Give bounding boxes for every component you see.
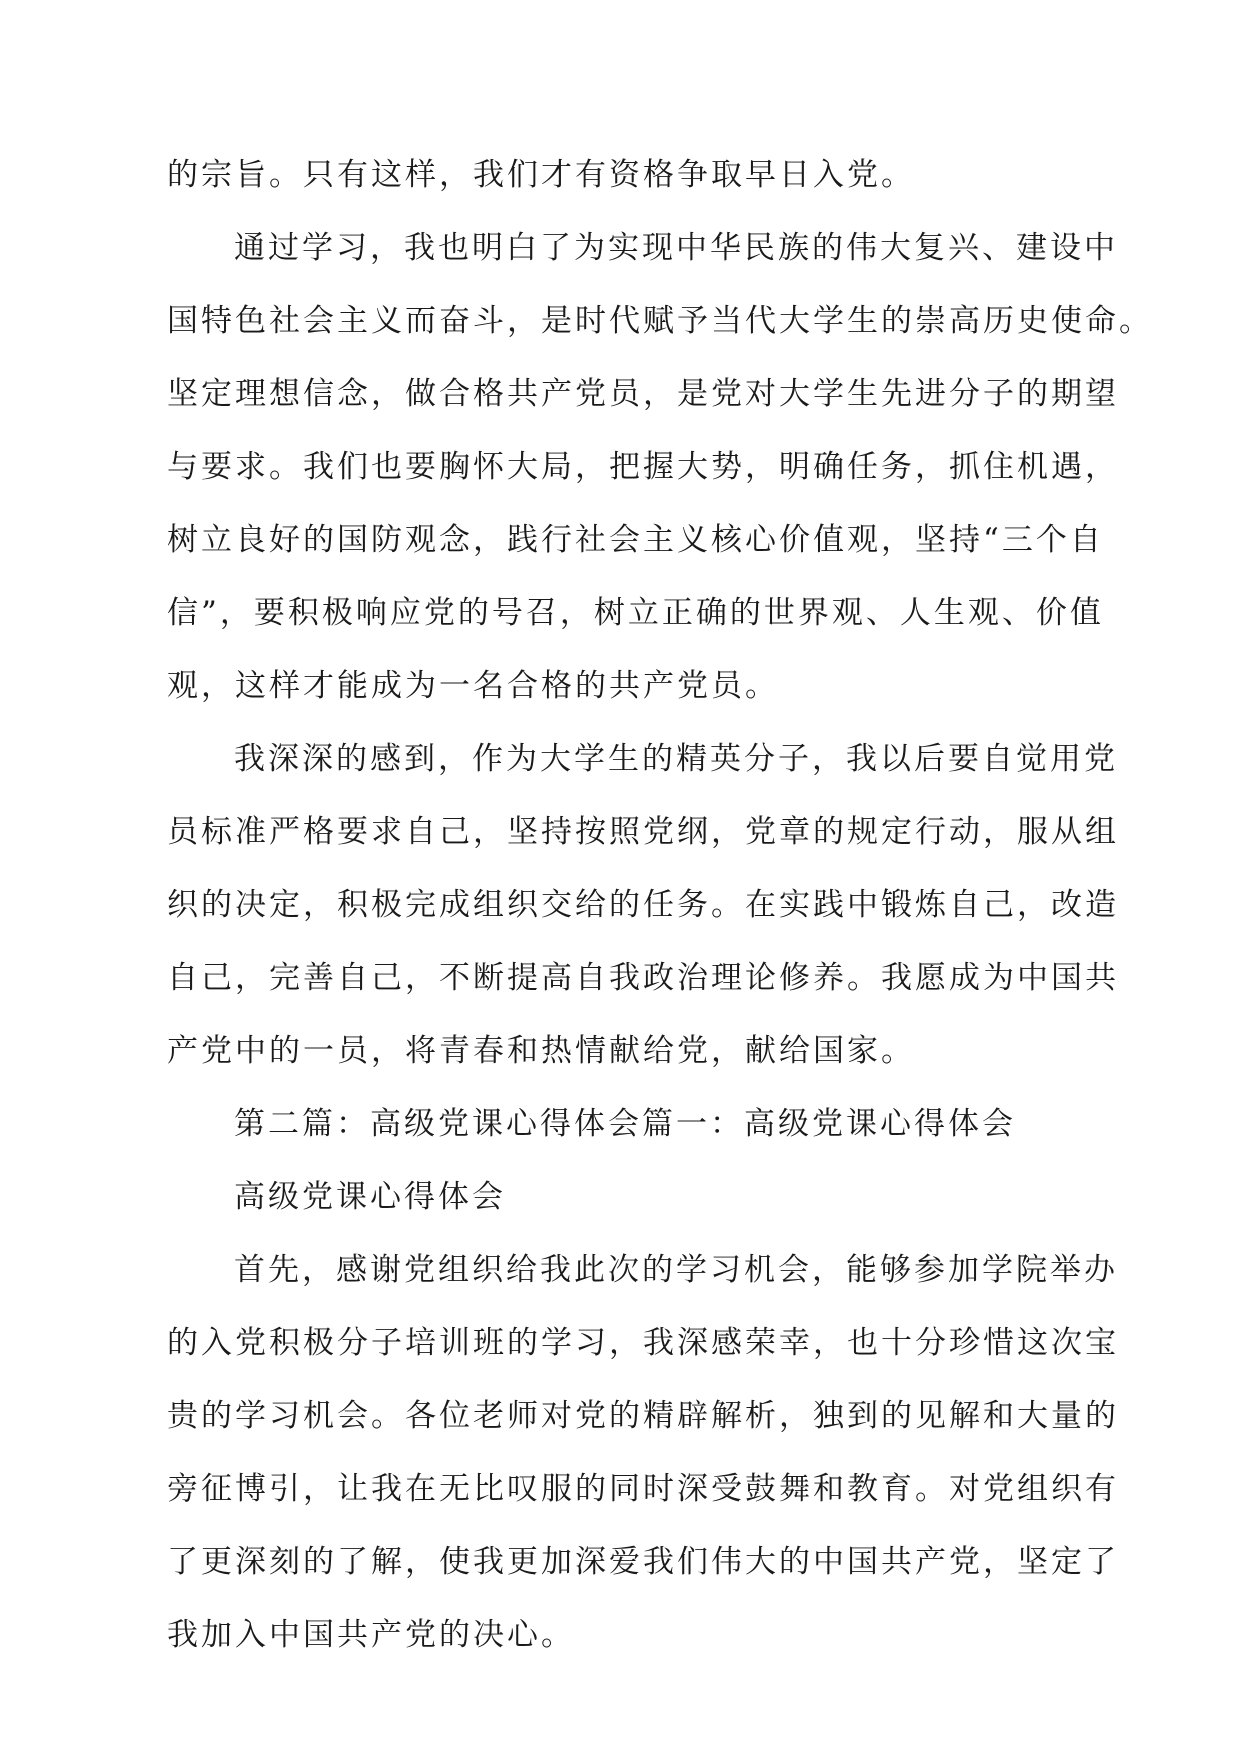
body-line: 我加入中国共产党的决心。	[167, 1617, 575, 1653]
body-line: 树立良好的国防观念，践行社会主义核心价值观，坚持“三个自	[167, 522, 1104, 558]
body-line: 通过学习，我也明白了为实现中华民族的伟大复兴、建设中	[234, 230, 1118, 266]
body-line: 与要求。我们也要胸怀大局，把握大势，明确任务，抓住机遇，	[167, 449, 1119, 485]
body-line: 了更深刻的了解，使我更加深爱我们伟大的中国共产党，坚定了	[167, 1544, 1119, 1580]
section-heading: 第二篇：高级党课心得体会篇一：高级党课心得体会	[234, 1106, 1016, 1142]
body-line: 织的决定，积极完成组织交给的任务。在实践中锻炼自己，改造	[167, 887, 1119, 923]
body-line: 我深深的感到，作为大学生的精英分子，我以后要自觉用党	[234, 741, 1118, 777]
body-line: 贵的学习机会。各位老师对党的精辟解析，独到的见解和大量的	[167, 1398, 1119, 1434]
body-line: 首先，感谢党组织给我此次的学习机会，能够参加学院举办	[234, 1252, 1118, 1288]
body-line: 的宗旨。只有这样，我们才有资格争取早日入党。	[167, 157, 915, 193]
section-subheading: 高级党课心得体会	[234, 1179, 506, 1215]
body-line: 国特色社会主义而奋斗，是时代赋予当代大学生的崇高历史使命。	[167, 303, 1153, 339]
body-line: 观，这样才能成为一名合格的共产党员。	[167, 668, 779, 704]
body-line: 信”，要积极响应党的号召，树立正确的世界观、人生观、价值	[167, 595, 1104, 631]
body-line: 产党中的一员，将青春和热情献给党，献给国家。	[167, 1033, 915, 1069]
body-line: 的入党积极分子培训班的学习，我深感荣幸，也十分珍惜这次宝	[167, 1325, 1119, 1361]
body-line: 员标准严格要求自己，坚持按照党纲，党章的规定行动，服从组	[167, 814, 1119, 850]
body-line: 旁征博引，让我在无比叹服的同时深受鼓舞和教育。对党组织有	[167, 1471, 1119, 1507]
body-line: 坚定理想信念，做合格共产党员，是党对大学生先进分子的期望	[167, 376, 1119, 412]
body-line: 自己，完善自己，不断提高自我政治理论修养。我愿成为中国共	[167, 960, 1119, 996]
